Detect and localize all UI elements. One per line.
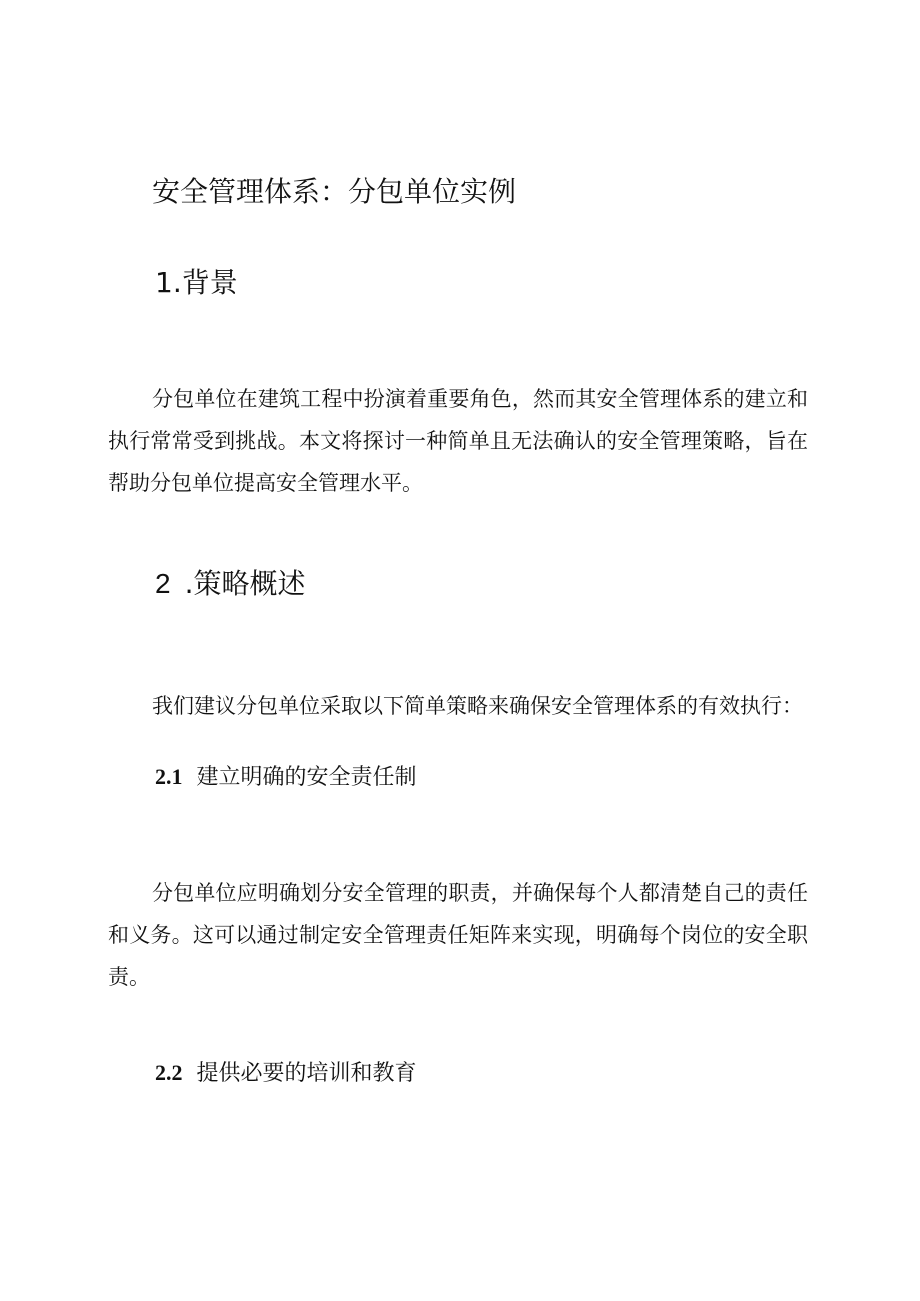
document-title: 安全管理体系：分包单位实例 xyxy=(152,175,517,208)
section-1-heading: 1.背景 xyxy=(155,266,238,299)
section-2-1-heading xyxy=(155,761,417,794)
section-2-1-number: 2.1 xyxy=(155,764,183,789)
section-1-paragraph: 分包单位在建筑工程中扮演着重要角色，然而其安全管理体系的建立和执行常常受到挑战。本文将探讨一种简单且无法确认的安全管理策略，旨在帮助分包单位提高安全管理水平。 xyxy=(108,387,808,495)
section-2-heading xyxy=(155,564,305,604)
section-2-1-paragraph: 分包单位应明确划分安全管理的职责，并确保每个人都清楚自己的责任和义务。这可以通过制定安全管理责任矩阵来实现，明确每个岗位的安全职责。 xyxy=(108,881,808,989)
section-2-intro: 我们建议分包单位采取以下简单策略来确保安全管理体系的有效执行： xyxy=(152,694,803,718)
section-2-2-heading xyxy=(155,1057,417,1090)
section-2-heading-number: 2 xyxy=(155,568,171,599)
section-2-2-number: 2.2 xyxy=(155,1060,183,1085)
section-2-heading-text: .策略概述 xyxy=(184,567,306,600)
section-2-1-heading-text: 建立明确的安全责任制 xyxy=(196,765,417,790)
section-2-2-heading-text: 提供必要的培训和教育 xyxy=(196,1061,417,1086)
